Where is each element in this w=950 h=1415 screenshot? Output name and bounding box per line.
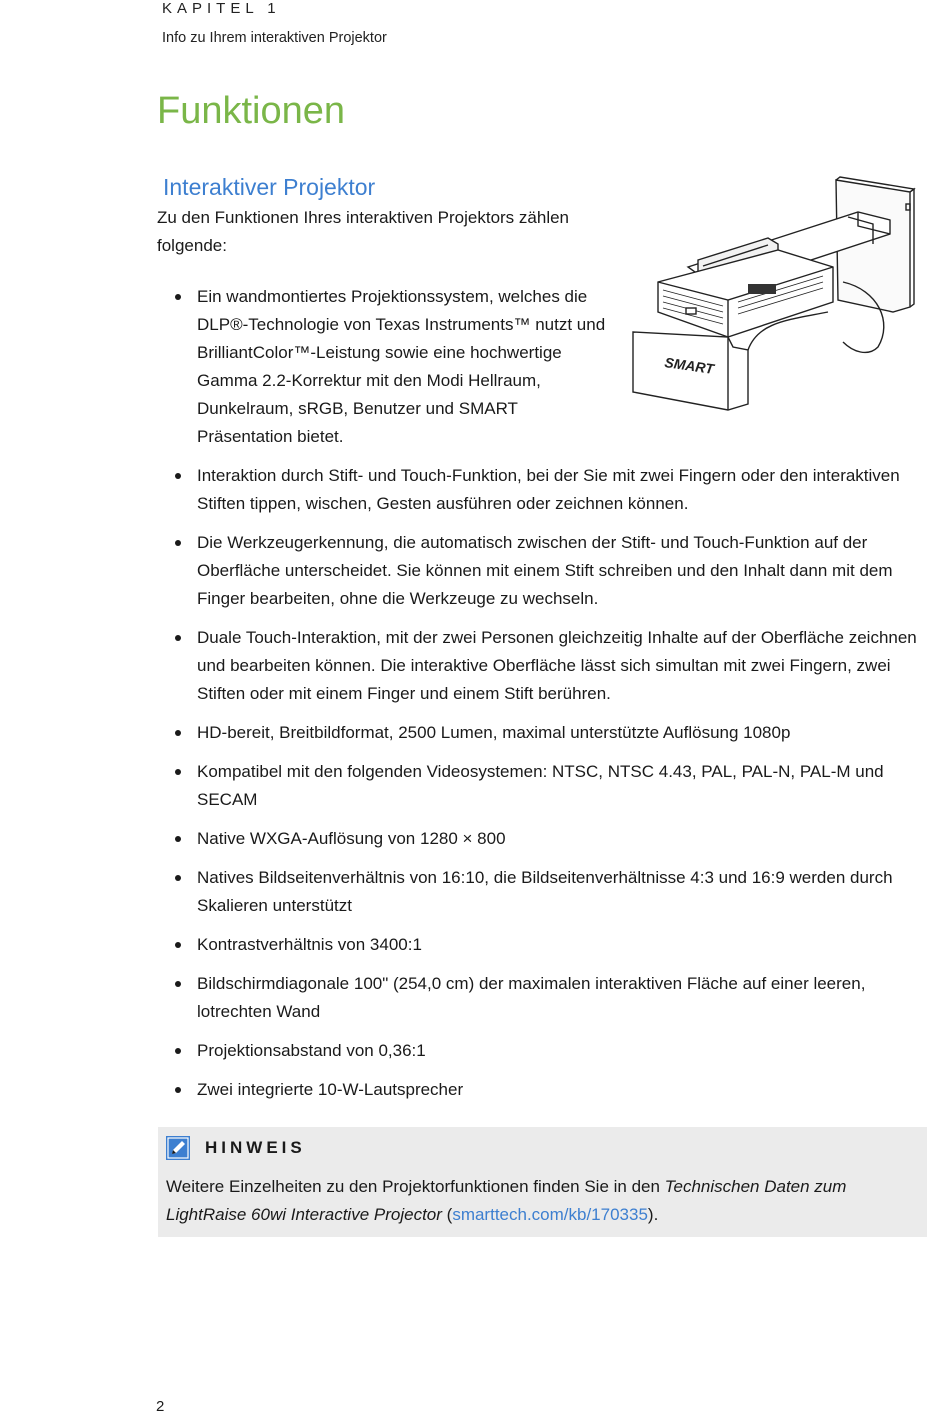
list-item — [0, 462, 927, 518]
list-item-text: Natives Bildseitenverhältnis von 16:10, die Bildseitenverhältnisse 4:3 und 16:9 werden durch Skalieren unterstützt — [197, 868, 893, 915]
list-item — [0, 931, 927, 959]
note-box — [158, 1127, 927, 1237]
note-text-italic: Technischen Daten zum LightRaise 60wi Interactive Projector — [166, 1177, 847, 1224]
list-item-text: Projektionsabstand von 0,36:1 — [197, 1041, 426, 1060]
list-item-text: Bildschirmdiagonale 100" (254,0 cm) der maximalen interaktiven Fläche auf einer leeren, lotrechten Wand — [197, 974, 866, 1021]
smart-logo: SMART — [663, 354, 715, 377]
list-item-text: Ein wandmontiertes Projektionssystem, welches die DLP®-Technologie von Texas Instruments™ nutzt und BrilliantColor™-Leistung sowie eine hochwertige Gamma 2.2-Korrektur mit den Modi Hellraum, Dunkelraum, sRGB, Benutzer und SMART Präsentation bietet. — [197, 287, 606, 446]
bullet-dot — [175, 875, 181, 881]
list-item-text: HD-bereit, Breitbildformat, 2500 Lumen, maximal unterstützte Auflösung 1080p — [197, 723, 791, 742]
list-item — [0, 283, 617, 451]
bullet-dot — [175, 473, 181, 479]
bullet-dot — [175, 635, 181, 641]
list-item-text: Kompatibel mit den folgenden Videosystemen: NTSC, NTSC 4.43, PAL, PAL-N, PAL-M und SECAM — [197, 762, 884, 809]
list-item-text: Interaktion durch Stift- und Touch-Funktion, bei der Sie mit zwei Fingern oder den interaktiven Stiften tippen, wischen, Gesten ausführen oder zeichnen können. — [197, 466, 900, 513]
list-item-text: Native WXGA-Auflösung von 1280 × 800 — [197, 829, 506, 848]
chapter-label: KAPITEL 1 — [162, 0, 281, 17]
list-item — [0, 719, 927, 747]
note-text-paren: ( — [441, 1205, 453, 1224]
list-item-text: Die Werkzeugerkennung, die automatisch zwischen der Stift- und Touch-Funktion auf der Oberfläche unterscheidet. Sie können mit einem Stift schreiben und den Inhalt dann mit dem Finger bearbeiten, ohne die Werkzeuge zu wechseln. — [197, 533, 893, 608]
list-item — [0, 864, 927, 920]
kb-link[interactable]: smarttech.com/kb/170335 — [452, 1205, 648, 1224]
page-number: 2 — [156, 1398, 165, 1415]
chapter-subtitle: Info zu Ihrem interaktiven Projektor — [162, 30, 387, 46]
note-heading: HINWEIS — [205, 1138, 306, 1157]
bullet-dot — [175, 942, 181, 948]
list-item — [0, 970, 927, 1026]
bullet-dot — [175, 1048, 181, 1054]
bullet-dot — [175, 540, 181, 546]
section-title: Interaktiver Projektor — [163, 174, 376, 200]
list-item — [0, 529, 927, 613]
list-item-text: Kontrastverhältnis von 3400:1 — [197, 935, 422, 954]
list-item — [0, 758, 927, 814]
bullet-dot — [175, 294, 181, 300]
feature-list — [0, 283, 950, 1115]
section-intro: Zu den Funktionen Ihres interaktiven Projektors zählen folgende: — [157, 208, 570, 255]
bullet-dot — [175, 769, 181, 775]
list-item-text: Duale Touch-Interaktion, mit der zwei Personen gleichzeitig Inhalte auf der Oberfläche zeichnen und bearbeiten können. Die interaktive Oberfläche lässt sich simultan mit zwei Fingern, zwei Stiften oder mit einem Finger und einem Stift berühren. — [197, 628, 917, 703]
note-text-after: ). — [647, 1205, 659, 1224]
bullet-dot — [175, 981, 181, 987]
bullet-dot — [175, 730, 181, 736]
bullet-dot — [175, 836, 181, 842]
list-item-text: Zwei integrierte 10-W-Lautsprecher — [197, 1080, 464, 1099]
list-item — [0, 825, 927, 853]
note-text — [166, 1173, 911, 1229]
pencil-note-icon — [166, 1136, 190, 1160]
bullet-dot — [175, 1087, 181, 1093]
list-item — [0, 1037, 927, 1065]
list-item — [0, 624, 927, 708]
list-item — [0, 1076, 927, 1104]
page-title: Funktionen — [157, 90, 346, 132]
note-text-before: Weitere Einzelheiten zu den Projektorfunktionen finden Sie in den — [166, 1177, 665, 1196]
